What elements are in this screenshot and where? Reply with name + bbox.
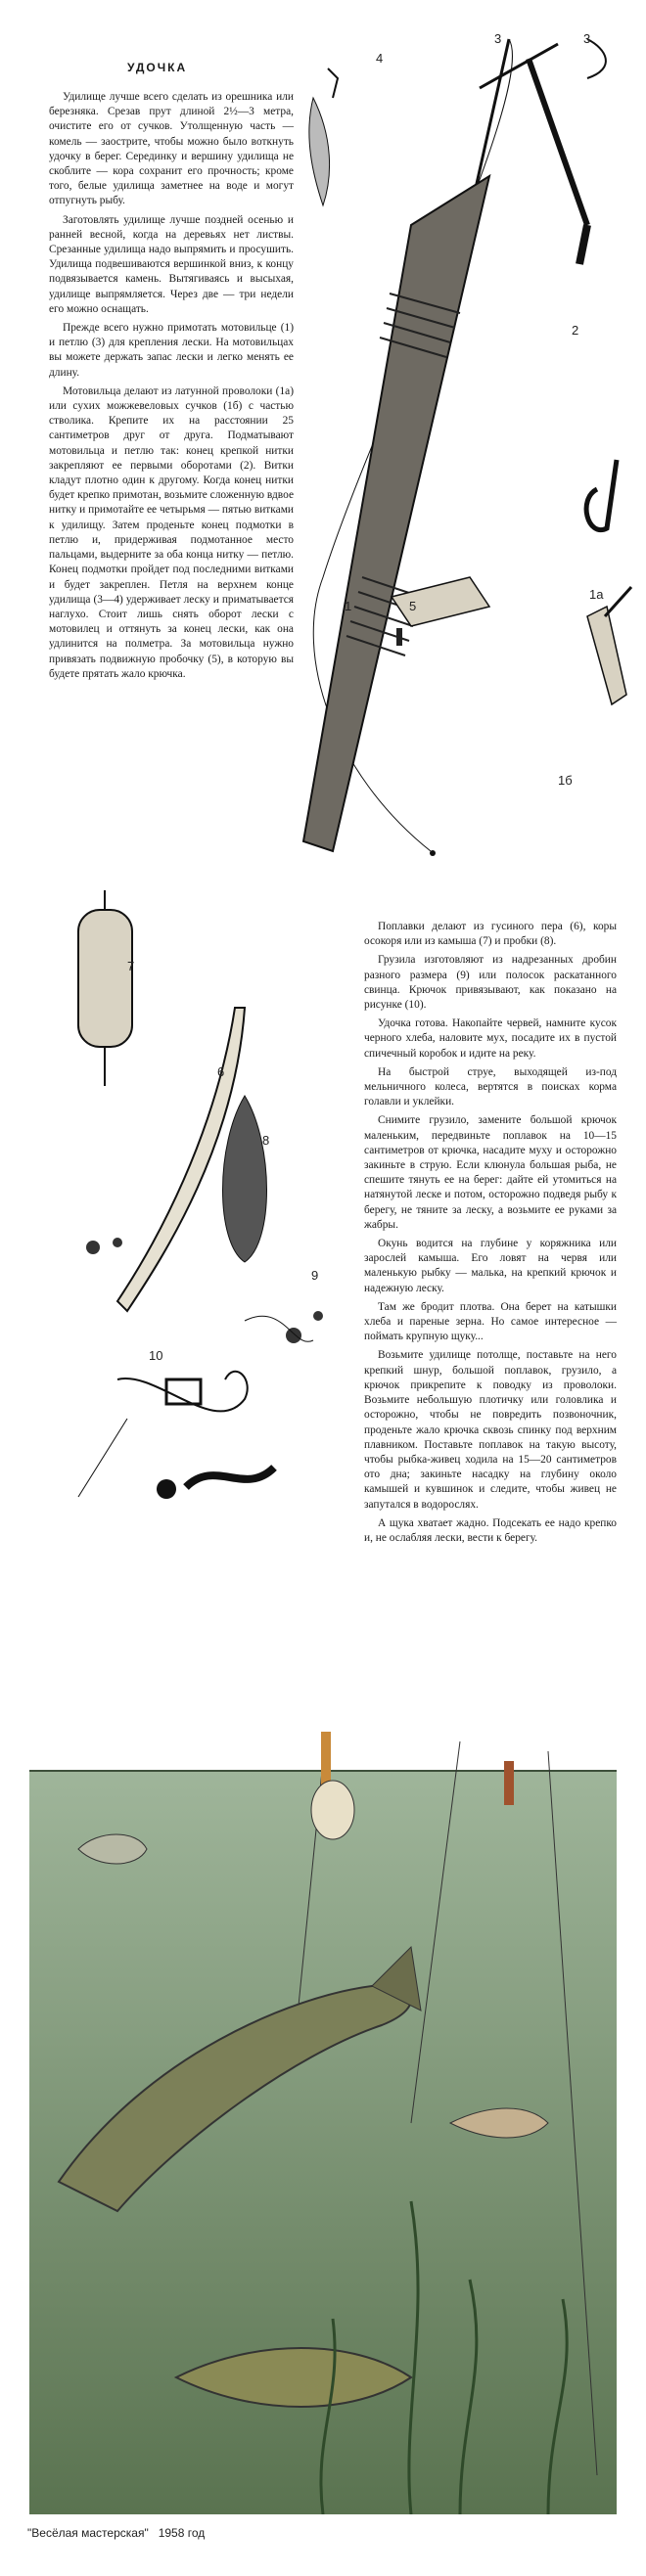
paragraph: Окунь водится на глубине у коряжника или зарослей камыша. Его ловят на червя или маленькую рыбку — малька, на крепкий крючок и надежную леску. [364, 1238, 617, 1294]
figure-label-1a: 1а [589, 587, 604, 602]
figure-label-3b: 3 [583, 31, 591, 46]
figure-label-1b: 1б [558, 773, 573, 788]
figure-label-4: 4 [376, 51, 384, 66]
floats-sinkers-illustration [20, 890, 362, 1516]
paragraph: Снимите грузило, замените большой крючок маленьким, передвиньте поплавок на 10—15 сантиметров от крючка, насадите муху и осторожно закиньте в струю. Если клюнула большая рыба, не спешите тянуть ее на берег: дайте ей утомиться на натянутой леске и потом, осторожно подведя рыбу к берегу, не тяните за леску, а возьмите ее руками за жабры. [364, 1114, 617, 1231]
fishing-rod-illustration [294, 29, 646, 890]
paragraph: Поплавки делают из гусиного пера (6), коры осокоря или из камыша (7) и пробки (8). [364, 921, 617, 948]
figure-label-6: 6 [217, 1064, 225, 1079]
figure-label-1: 1 [345, 599, 352, 613]
paragraph: Прежде всего нужно примотать мотовильце (1) и петлю (3) для крепления лески. На мотовильцах вы можете держать запас лески и легко менять ее длину. [49, 322, 294, 379]
figure-label-9: 9 [311, 1268, 319, 1283]
article-title: УДОЧКА [127, 61, 188, 74]
figure-label-5: 5 [409, 599, 417, 613]
footer-year: 1958 год [158, 2526, 206, 2540]
figure-label-8: 8 [262, 1133, 270, 1148]
footer-caption [27, 2526, 205, 2540]
paragraph: Удочка готова. Накопайте червей, намните кусок черного хлеба, наловите мух, посадите их в пустой спичечный коробок и идите на реку. [364, 1017, 617, 1060]
figure-label-10: 10 [149, 1348, 163, 1363]
paragraph: Там же бродит плотва. Она берет на катышки хлеба и пареные зерна. Но самое интересное — поймать крупную щуку... [364, 1300, 617, 1343]
text-column-1 [49, 90, 294, 686]
paragraph: Возьмите удилище потолще, поставьте на него крепкий шнур, большой поплавок, грузило, а крючок прикрепите к поводку из проволоки. Возьмите небольшую плотичку или головлика и осторожно, чтобы не повредить позвоночник, проденьте жало крючка сквозь спинку под верхним плавником. Поставьте поплавок на такую высоту, чтобы рыбка-живец ходила на 15—20 сантиметров ото дна; закиньте насадку на глубину около камышей и кувшинок и следите, чтобы живец не запутался в водорослях. [364, 1349, 617, 1511]
watermark: postila.ru [460, 2519, 603, 2552]
paragraph: Заготовлять удилище лучше поздней осенью и ранней весной, когда на деревьях нет листвы. Срезанные удилища надо выпрямить и просушить. Удилища подвешиваются вершинкой вниз, к концу подвязывается камень. Вытягиваясь и высыхая, удилище выпрямляется. Через две — три недели его можно оснащать. [49, 213, 294, 315]
figure-label-7: 7 [127, 959, 135, 973]
footer-source: "Весёлая мастерская" [27, 2526, 149, 2540]
paragraph: Грузила изготовляют из надрезанных дробин разного размера (9) или полосок раскатанного свинца. Крючок привязывают, как показано на рисунке (10). [364, 954, 617, 1012]
figure-label-2: 2 [572, 323, 579, 338]
paragraph: Мотовильца делают из латунной проволоки (1а) или сухих можжевеловых сучков (1б) с частью стволика. Крепите их на расстоянии 25 сантиметров друг от друга. Подматывают мотовильца и петлю так: конец крепкой нитки закрепляют ее первыми оборотами (2). Витки кладут плотно один к другому. Когда конец нитки будет крепко примотан, возьмите сложенную вдвое нитку и примотайте ее четырьмя — пятью витками к удилищу. Затем проденьте конец подмотки в петлю и, придерживая подмотанное место пальцами, выдерните за оба конца нитку — петлю. Конец подмотки пройдет под последними витками и будет закреплен. Петля на верхнем конце удилища (3—4) удерживает леску и приматывается наглухо. Стоит лишь снять оборот лески с мотовилец и оттянуть за конец лески, как она удлинится на полметра. За мотовильца нужно привязать подвижную пробочку (5), в которую вы будете прятать жало крючка. [49, 384, 294, 680]
figure-label-3: 3 [494, 31, 502, 46]
underwater-scene-illustration [0, 1732, 646, 2514]
paragraph: На быстрой струе, выходящей из-под мельничного колеса, вертятся в поисках корма голавли и уклейки. [364, 1065, 617, 1108]
text-column-2 [364, 920, 617, 1550]
paragraph: А щука хватает жадно. Подсекать ее надо крепко и, не ослабляя лески, вести к берегу. [364, 1516, 617, 1544]
paragraph: Удилище лучше всего сделать из орешника или березняка. Срезав прут длиной 2½—3 метра, очистите его от сучков. Утолщенную часть — комель — заострите, чтобы можно было воткнуть удочку в берег. Серединку и вершину удилища не скоблите — кора сохранит его прочность; кроме того, белые удилища заметнее на воде и могут отпугнуть рыбу. [49, 91, 294, 207]
